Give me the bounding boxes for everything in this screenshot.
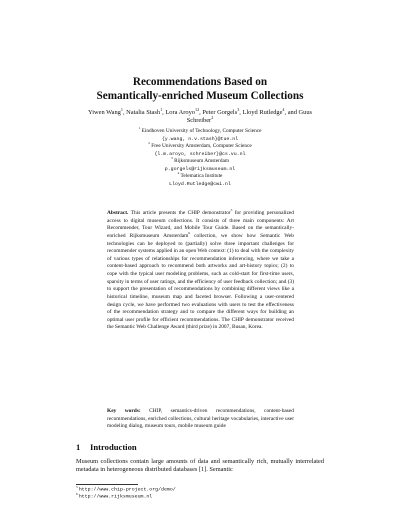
footnote: $^6$ http://www.rijksmuseum.nl: [76, 492, 153, 500]
affiliation-email: Lloyd.Rutledge@cwi.nl: [169, 181, 231, 187]
paper-title: [60, 76, 340, 103]
affiliation-email: {y.wang, n.v.stash}@tue.nl: [161, 136, 239, 142]
section-title: Introduction: [90, 442, 137, 452]
author: and Guus Schreiber$^2$: [186, 109, 313, 125]
keywords: Key words: CHIP, semantics-driven recommendations, content-based recommendations, enriched collections, cultural heritage vocabularies, interactive user modeling dialog, museum tours, mobile museum guide: [107, 408, 294, 430]
author: Yiwen Wang$^1$,: [87, 106, 127, 116]
abstract-label: Abstract.: [107, 210, 129, 216]
intro-paragraph: Museum collections contain large amounts of data and semantically rich, mutually interrelated metadata in heterogeneous distributed databases [1]. Semantic: [76, 458, 324, 474]
affiliation: $^3$ Rijksmuseum Amsterdam: [171, 156, 229, 164]
affiliation: $^1$ Eindhoven University of Technology, Computer Science: [138, 126, 262, 134]
section-heading: [76, 442, 137, 452]
author: Peter Gorgels$^3$,: [202, 106, 243, 116]
affiliation: $^4$ Telematica Institute: [177, 171, 223, 179]
keywords-label: Key words:: [107, 408, 141, 414]
title-line-1: Recommendations Based on: [132, 76, 268, 88]
affiliation: $^2$ Free University Amsterdam, Computer Science: [148, 141, 252, 149]
affiliation-email: p.gorgels@rijksmuseum.nl: [164, 166, 236, 172]
section-number: 1: [76, 442, 81, 452]
title-line-2: Semantically-enriched Museum Collections: [96, 89, 304, 102]
footnotes: [76, 487, 176, 502]
author-list: [78, 106, 322, 126]
author: Lora Aroyo$^{12}$,: [165, 106, 203, 116]
affiliation-list: [104, 128, 296, 188]
abstract: Abstract. This article presents the CHIP demonstrator$^5$ for providing personalized access to digital museum collections. It consists of three main components: Art Recommender, Tour Wizard, and Mobile Tour Guide. Based on the semantically-enriched Rijksmuseum Amsterdam$^6$ collection, we show how Semantic Web technologies can be deployed to (partially) solve three important challenges for recommender systems applied in an open Web context: (1) to deal with the complexity of various types of relationships for recommendation inferencing, where we take a content-based approach to recommend both artworks and art-history topics; (2) to cope with the typical user modeling problems, such as cold-start for first-time users, sparsity in terms of user ratings, and the efficiency of user feedback collection; and (3) to support the presentation of recommendations by combining different views like a historical timeline, museum map and faceted browser. Following a user-centered design cycle, we have performed two evaluations with users to test the effectiveness of the recommendation strategy and to compare the different ways for building an optimal user profile for efficient recommendations. The CHIP demonstrator received the Semantic Web Challenge Award (third prize) in 2007, Busan, Korea.: [107, 208, 294, 331]
affiliation-email: {l.m.aroyo, schreiber}@cs.vu.nl: [154, 151, 246, 157]
author: Natalia Stash$^1$,: [126, 106, 166, 116]
author: Lloyd Rutledge$^4$,: [242, 106, 288, 116]
footnote-rule: [76, 484, 138, 485]
footnote: $^5$ http://www.chip-project.org/demo/: [76, 485, 176, 493]
